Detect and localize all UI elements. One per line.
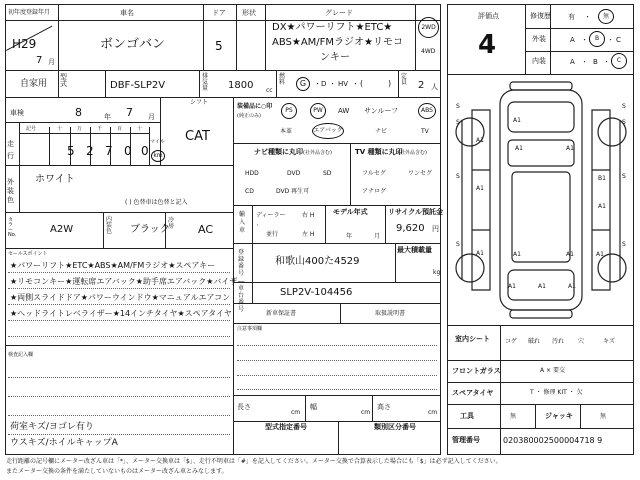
- reg-month: 7: [36, 55, 43, 66]
- damage-mark: A1: [513, 251, 521, 258]
- equip-ps: PS: [281, 103, 297, 119]
- ac-label: 冷房: [168, 217, 175, 230]
- mileage-header-100: 百: [117, 126, 123, 132]
- equipment-label: 装備品に○印: [237, 103, 273, 110]
- car-name-label: 車名: [120, 9, 134, 17]
- cc-unit: cc: [266, 87, 273, 94]
- model-label: 型式: [60, 73, 67, 88]
- mileage-label: 走行: [7, 140, 14, 160]
- tv-sublabel: (社外品含む): [398, 150, 427, 156]
- drive-2wd-circle: 2WD: [418, 17, 439, 38]
- shape-label: 形状: [242, 9, 256, 17]
- inspection-year: 8: [75, 106, 82, 119]
- damage-mark: A1: [566, 251, 574, 258]
- import-label: 輸入車: [239, 211, 246, 234]
- navi-label: ナビ種類に丸印: [254, 148, 303, 156]
- model-year-unit-y: 年: [346, 233, 353, 240]
- model-year-unit-m: 月: [374, 233, 381, 240]
- displacement: 1800: [228, 80, 254, 91]
- fuel-hybrid: HV: [338, 80, 349, 88]
- exterior-note: ( ) 色替車は色替と記入: [125, 199, 188, 206]
- car-damage-diagram: [450, 80, 632, 325]
- exterior-grade-label: 外装: [532, 35, 546, 43]
- inspection-month-unit: 月: [148, 113, 155, 121]
- front-glass-value: A × 要交: [540, 367, 565, 374]
- front-glass-label: フロントガラス: [452, 367, 501, 375]
- damage-mark: A1: [598, 203, 606, 210]
- s-mark: S: [622, 103, 626, 110]
- import-parallel: 並行: [266, 231, 279, 238]
- mileage-unit-km: km: [151, 150, 165, 162]
- sales-point-line: ★パワーリフト★ETC★ABS★AM/FMラジオ★スペアキー: [10, 261, 216, 270]
- door-count: 5: [215, 39, 223, 53]
- new-car-warranty: 新車保証書: [266, 310, 297, 317]
- interior-grade-label: 内装: [532, 57, 546, 65]
- score-value: 4: [478, 30, 497, 60]
- ext-grade-a: A: [570, 36, 575, 44]
- int-grade-b: B: [593, 58, 598, 66]
- door-label: ドア: [212, 9, 226, 17]
- color-no: A2W: [50, 224, 74, 235]
- damage-mark: A1: [566, 145, 574, 152]
- sales-points-label: セールスポイント: [8, 251, 48, 257]
- mileage-digit: 0: [141, 144, 149, 158]
- grade-line-2: ABS★AM/FMラジオ★リモコ: [272, 37, 404, 48]
- ac-value: AC: [198, 223, 214, 236]
- recycle-label: リサイクル預託金: [388, 208, 444, 216]
- s-mark: S: [622, 119, 626, 126]
- mileage-digit: 5: [67, 144, 75, 158]
- navi-dvd-play: DVD 再生可: [276, 188, 310, 195]
- repair-yes: 有: [568, 13, 575, 21]
- s-mark: S: [622, 241, 626, 248]
- s-mark: S: [622, 173, 626, 180]
- max-load-unit: kg: [433, 269, 441, 276]
- import-left-hand: 左 H: [302, 231, 315, 238]
- mileage-header-100k: 十: [57, 126, 63, 132]
- damage-mark: A1: [476, 185, 484, 192]
- navi-sd: SD: [323, 170, 332, 177]
- mgmt-number-label: 管理番号: [452, 436, 480, 444]
- capacity-unit: 人: [431, 83, 438, 91]
- model-year-label: モデル年式: [333, 208, 368, 216]
- equip-sunroof: サンルーフ: [364, 107, 399, 115]
- capacity-label: 定員: [401, 73, 408, 86]
- inspector-note-1: 荷室キズ/ヨゴレ有り: [10, 422, 94, 432]
- type-spec-label: 型式指定番号: [265, 423, 307, 431]
- damage-mark: A1: [538, 283, 546, 290]
- usage: 自家用: [20, 79, 48, 89]
- damage-mark: B1: [598, 175, 606, 182]
- grade-line-1: DX★パワーリフト★ETC★: [272, 22, 393, 33]
- mileage-digit: 0: [124, 144, 132, 158]
- equip-abs: ABS: [418, 103, 436, 119]
- score-label: 評価点: [478, 12, 499, 20]
- seat-scratch: キズ: [603, 338, 615, 345]
- footer-note-1: 走行距離の記号欄にメーター改ざん車は「*」、メーター交換車は「$」、走行不明車は「#」を記入してください。メーター交換で合算表示した場合にも「$」は必ず記入してください。: [6, 458, 502, 465]
- mileage-unit-mile: マイル: [150, 139, 165, 145]
- jack-label: ジャッキ: [545, 412, 573, 420]
- fuel-label: 燃料: [279, 73, 286, 86]
- repair-label: 修復歴: [530, 12, 551, 20]
- car-name: ボンゴバン: [100, 37, 166, 52]
- tv-analog: アナログ: [362, 188, 387, 195]
- inspection-month: 7: [126, 106, 133, 119]
- equipment-sublabel: (純正のみ): [237, 113, 261, 119]
- drive-4wd: 4WD: [421, 48, 436, 55]
- mileage-header-1k: 千: [97, 126, 103, 132]
- damage-mark: A1: [508, 283, 516, 290]
- import-right-hand: 右 H: [302, 212, 315, 219]
- int-grade-a: A: [570, 58, 575, 66]
- inspector-label: 検査記入欄: [8, 352, 34, 358]
- displacement-label: 排気量: [202, 73, 209, 92]
- fuel-paren-open: (: [360, 79, 364, 88]
- capacity: 2: [418, 80, 425, 91]
- sales-point-line: ★ヘッドライトレベライザー★14インチタイヤ★スペアタイヤ: [10, 309, 232, 318]
- grade-label: グレード: [325, 9, 353, 17]
- navi-sublabel: (社外品含む): [303, 150, 332, 156]
- registration-label: 登録番号: [238, 249, 245, 277]
- height-unit: cm: [428, 409, 438, 416]
- equip-navi: ナビ: [375, 128, 388, 135]
- mileage-header-mark: 記号: [26, 126, 37, 132]
- shift-value: CAT: [185, 129, 210, 144]
- interior-color-label: 内装色: [106, 216, 113, 235]
- repair-none-circle: 無: [598, 9, 614, 24]
- color-no-label: カラー No.: [8, 217, 17, 238]
- reg-year-label: 初年度登録年月: [8, 9, 51, 16]
- damage-mark: A1: [513, 117, 521, 124]
- reg-year: H29: [12, 37, 37, 51]
- spare-tire-label: スペアタイヤ: [452, 389, 494, 397]
- spare-tire-value: T ・ 修理 KIT ・ 欠: [530, 389, 583, 396]
- tools-label: 工具: [460, 412, 474, 420]
- seat-tear: 破れ: [528, 338, 541, 345]
- s-mark: S: [456, 103, 460, 110]
- damage-mark: A1: [568, 283, 576, 290]
- chassis-label: 車台番号: [238, 285, 245, 313]
- grade-line-3: ンキー: [320, 52, 350, 63]
- max-load-label: 最大積載量: [397, 246, 432, 254]
- navi-hdd: HDD: [245, 170, 259, 177]
- mileage-header-10k: 万: [77, 126, 83, 132]
- mileage-digit: 2: [86, 144, 94, 158]
- fuel-gasoline: G: [296, 77, 310, 91]
- equip-aw: AW: [338, 107, 350, 115]
- equip-airbag: エアバック: [312, 123, 344, 139]
- mileage-header-10: 十: [137, 126, 143, 132]
- reg-month-unit: 月: [48, 58, 55, 66]
- s-mark: S: [456, 119, 460, 126]
- tv-label: TV 種類に丸印: [355, 148, 403, 156]
- inspector-note-2: ウスキズ/ホイルキャップA: [10, 438, 118, 448]
- width-label: 幅: [310, 403, 317, 411]
- sales-point-line: ★リモコンキー★運転席エアバック★助手席エアバック★バイザー: [10, 277, 246, 286]
- tv-fullseg: フルセグ: [362, 170, 386, 177]
- ext-grade-c: C: [616, 36, 621, 44]
- exterior-label: 外装色: [7, 178, 14, 204]
- damage-mark: A1: [596, 251, 604, 258]
- navi-cd: CD: [245, 188, 254, 195]
- length-label: 長さ: [237, 403, 251, 411]
- s-mark: S: [456, 241, 460, 248]
- recycle-fee: 9,620: [396, 223, 425, 234]
- inspection-year-unit: 年: [104, 113, 111, 121]
- damage-mark: A1: [476, 137, 484, 144]
- int-grade-c-circle: C: [611, 53, 627, 69]
- equip-tv: TV: [421, 128, 429, 135]
- jack-value: 無: [600, 413, 607, 420]
- notes-label: 注意事項欄: [237, 326, 263, 332]
- equip-pw: PW: [310, 103, 326, 119]
- length-unit: cm: [291, 409, 301, 416]
- seat-hole: 穴: [578, 338, 585, 345]
- class-code-label: 類別区分番号: [374, 423, 416, 431]
- tools-value: 無: [510, 413, 517, 420]
- inspection-label: 車検: [10, 109, 24, 117]
- footer-note-2: またメーター交換の条件を満たしていないものはメーター改ざん車とみなします。: [6, 468, 228, 475]
- sales-point-line: ★両側スライドドア★パワーウインドウ★マニュアルエアコン: [10, 293, 231, 302]
- width-unit: cm: [361, 409, 371, 416]
- registration-number: 和歌山400た4529: [275, 256, 360, 267]
- model-code: DBF-SLP2V: [110, 80, 166, 91]
- height-label: 高さ: [377, 403, 391, 411]
- mgmt-number: 020380002500004718 9: [503, 436, 603, 445]
- damage-mark: A1: [515, 145, 523, 152]
- user-manual: 取扱説明書: [375, 310, 406, 317]
- fuel-diesel: D: [321, 80, 327, 88]
- seat-burn: コゲ: [505, 338, 518, 345]
- interior-color: ブラック: [130, 224, 170, 235]
- navi-dvd: DVD: [287, 170, 301, 177]
- chassis-number: SLP2V-104456: [280, 287, 353, 298]
- interior-seat-label: 室内シート: [455, 335, 490, 343]
- s-mark: S: [456, 173, 460, 180]
- seat-stain: 汚れ: [552, 338, 565, 345]
- import-dealer: ディーラー: [256, 212, 286, 219]
- fuel-paren-close: ): [388, 79, 392, 88]
- recycle-unit: 円: [432, 225, 439, 233]
- equip-leather: 本革: [280, 128, 293, 135]
- ext-grade-b-circle: B: [589, 31, 605, 47]
- tv-oneseg: ワンセグ: [408, 170, 433, 177]
- shift-label: シフト: [190, 99, 209, 106]
- damage-mark: A1: [476, 250, 484, 257]
- exterior-color: ホワイト: [35, 174, 75, 185]
- mileage-digit: 7: [105, 144, 113, 158]
